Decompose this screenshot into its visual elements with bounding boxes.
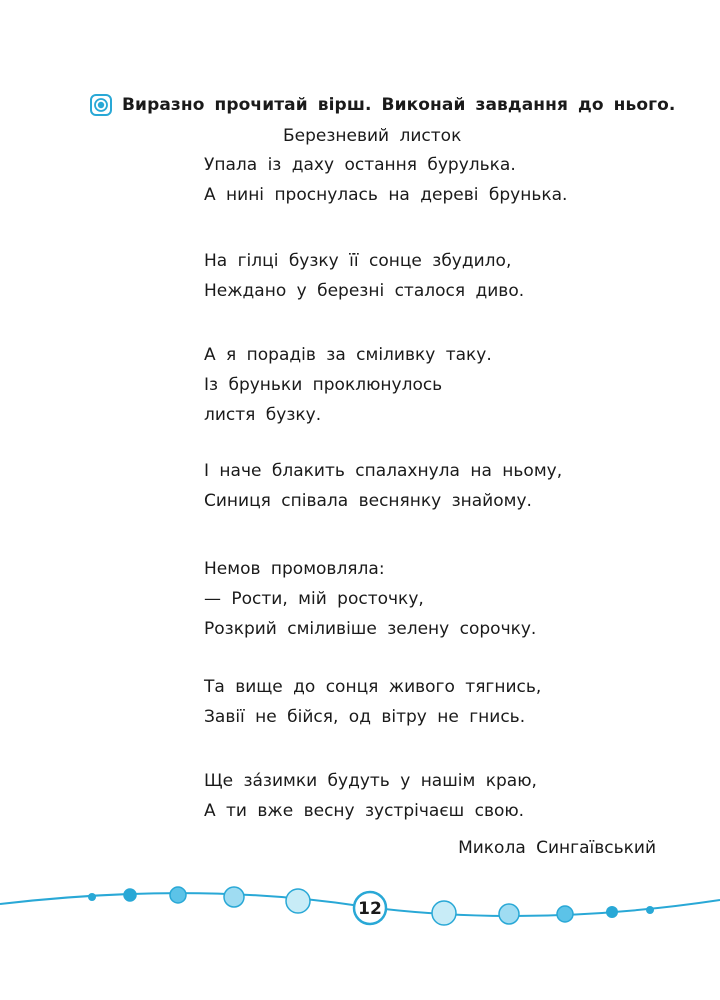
poem-line: На гілці бузку її сонце збудило, xyxy=(204,251,512,271)
circle-target-icon xyxy=(90,94,112,116)
bead xyxy=(606,906,618,918)
bead xyxy=(432,901,456,925)
poem-line: листя бузку. xyxy=(204,405,322,425)
poem-line: Розкрий сміливіше зелену сорочку. xyxy=(204,619,537,639)
poem-title: Березневий листок xyxy=(283,126,462,146)
bead xyxy=(224,887,244,907)
bead xyxy=(170,887,186,903)
poem-author: Микола Сингаївський xyxy=(458,838,656,858)
poem-line: І наче блакить спалахнула на ньому, xyxy=(204,461,563,481)
poem-line: Неждано у березні сталося диво. xyxy=(204,281,525,301)
poem-line: Завії не бійся, од вітру не гнись. xyxy=(204,707,526,727)
bead xyxy=(124,889,136,901)
bead xyxy=(646,906,654,914)
poem-line: Ще за́зимки будуть у нашім краю, xyxy=(204,771,537,791)
poem-line: А я порадів за сміливку таку. xyxy=(204,345,492,365)
poem-line: Із бруньки проклюнулось xyxy=(204,375,443,395)
page-number: 12 xyxy=(358,899,382,919)
poem-line: — Рости, мій росточку, xyxy=(204,589,424,609)
poem-line: Упала із даху остання бурулька. xyxy=(204,155,516,175)
poem-line: А нині проснулась на дереві брунька. xyxy=(204,185,568,205)
bead xyxy=(557,906,573,922)
poem-line: Синиця співала веснянку знайому. xyxy=(204,491,532,511)
task-instruction xyxy=(90,94,676,116)
bead xyxy=(499,904,519,924)
poem-line: Немов промовляла: xyxy=(204,559,385,579)
task-text: Виразно прочитай вірш. Виконай завдання до нього. xyxy=(122,95,676,115)
footer-bead-decoration xyxy=(0,870,720,960)
bead xyxy=(286,889,310,913)
bead xyxy=(88,893,96,901)
poem-line: Та вище до сонця живого тягнись, xyxy=(204,677,542,697)
poem-line: А ти вже весну зустрічаєш свою. xyxy=(204,801,525,821)
